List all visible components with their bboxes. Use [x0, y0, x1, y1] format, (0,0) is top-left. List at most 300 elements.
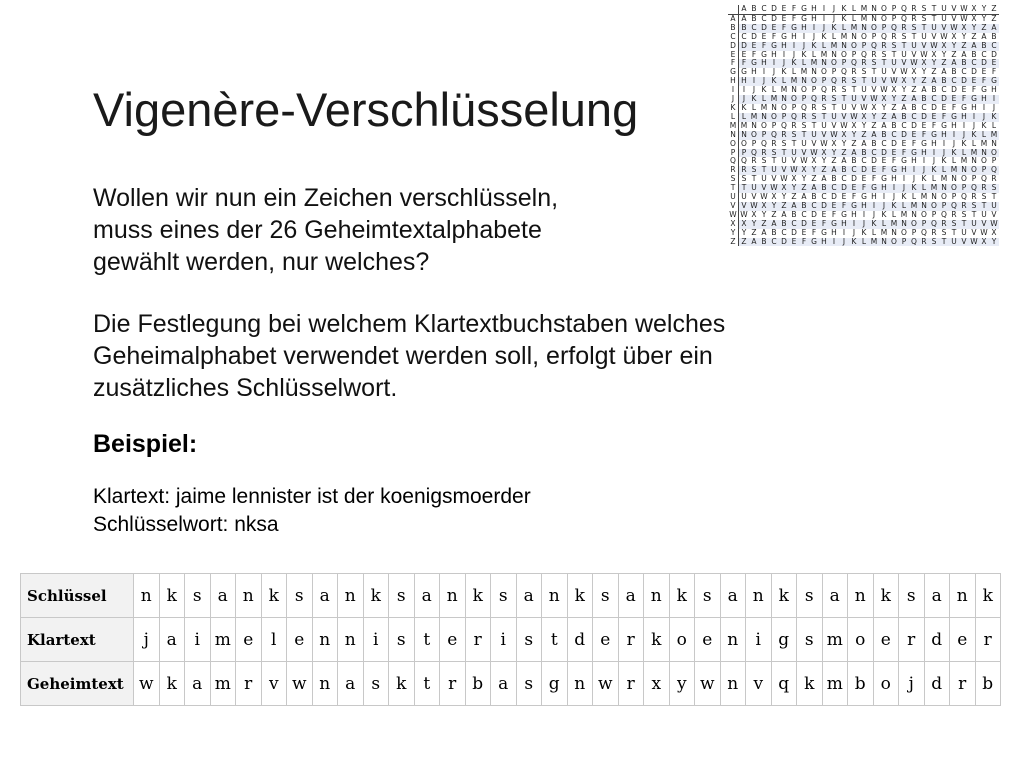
example-cell: k: [363, 574, 389, 618]
example-cell: s: [695, 574, 721, 618]
vigenere-cell: F: [759, 42, 769, 51]
vigenere-cell: U: [801, 138, 807, 148]
vigenere-cell: X: [759, 202, 769, 211]
vigenere-cell: J: [819, 24, 829, 33]
vigenere-cell: D: [979, 59, 989, 68]
vigenere-cell: N: [859, 24, 869, 33]
vigenere-header-cell: A: [739, 5, 750, 14]
vigenere-cell: M: [940, 174, 948, 184]
vigenere-cell: E: [829, 202, 839, 211]
vigenere-cell: Z: [899, 95, 909, 104]
vigenere-cell: I: [742, 85, 746, 95]
example-cell: n: [338, 618, 364, 662]
vigenere-cell: Y: [809, 166, 819, 175]
vigenere-cell: K: [921, 174, 927, 184]
vigenere-cell: Q: [821, 85, 827, 95]
vigenere-cell: P: [939, 202, 949, 211]
vigenere-header-cell: B: [749, 5, 759, 14]
vigenere-cell: T: [739, 184, 750, 193]
vigenere-cell: I: [822, 13, 826, 23]
vigenere-header-cell: F: [789, 5, 799, 14]
vigenere-cell: V: [791, 156, 797, 166]
vigenere-cell: I: [769, 59, 779, 68]
vigenere-cell: D: [891, 138, 897, 148]
vigenere-cell: T: [799, 131, 809, 140]
vigenere-row: [728, 238, 999, 247]
vigenere-cell: H: [951, 120, 957, 130]
example-cell: k: [873, 574, 899, 618]
example-cell: a: [338, 662, 364, 706]
vigenere-cell: O: [869, 24, 879, 33]
vigenere-cell: Y: [841, 138, 847, 148]
vigenere-cell: S: [869, 59, 879, 68]
vigenere-header-cell: N: [869, 5, 879, 14]
vigenere-cell: E: [961, 85, 967, 95]
example-cell: n: [134, 574, 160, 618]
example-cell: d: [924, 662, 950, 706]
vigenere-cell: I: [782, 49, 786, 59]
vigenere-cell: B: [759, 238, 769, 247]
vigenere-cell: V: [751, 192, 757, 202]
example-cell: o: [669, 618, 695, 662]
vigenere-cell: B: [779, 220, 789, 229]
vigenere-cell: H: [891, 174, 897, 184]
vigenere-cell: E: [901, 138, 907, 148]
vigenere-cell: Y: [949, 42, 959, 51]
vigenere-cell: F: [971, 85, 977, 95]
example-cell: m: [210, 662, 236, 706]
vigenere-cell: Y: [969, 24, 979, 33]
vigenere-cell: P: [879, 24, 889, 33]
vigenere-cell: J: [872, 209, 876, 219]
vigenere-cell: D: [851, 174, 857, 184]
vigenere-cell: Y: [989, 238, 999, 247]
vigenere-cell: W: [780, 174, 788, 184]
vigenere-cell: S: [921, 13, 927, 23]
example-cell: v: [746, 662, 772, 706]
vigenere-cell: E: [949, 95, 959, 104]
vigenere-cell: Z: [959, 42, 969, 51]
vigenere-cell: Q: [949, 202, 959, 211]
example-cell: i: [491, 618, 517, 662]
vigenere-cell: J: [859, 220, 869, 229]
vigenere-cell: P: [991, 156, 997, 166]
vigenere-cell: G: [901, 156, 907, 166]
vigenere-cell: S: [981, 192, 987, 202]
vigenere-cell: G: [809, 238, 819, 247]
example-cell: w: [287, 662, 313, 706]
vigenere-cell: Y: [901, 85, 907, 95]
vigenere-header-cell: Z: [989, 5, 999, 14]
vigenere-cell: A: [741, 13, 747, 23]
vigenere-cell: S: [829, 95, 839, 104]
vigenere-cell: L: [979, 131, 989, 140]
vigenere-row-label: A: [728, 14, 739, 23]
vigenere-cell: G: [829, 220, 839, 229]
vigenere-cell: R: [759, 149, 769, 158]
vigenere-cell: Q: [741, 156, 747, 166]
vigenere-cell: Z: [791, 192, 797, 202]
vigenere-cell: H: [779, 42, 789, 51]
vigenere-cell: T: [791, 138, 797, 148]
vigenere-row-label: Y: [728, 229, 739, 238]
vigenere-cell: D: [879, 149, 889, 158]
example-cell: n: [720, 662, 746, 706]
vigenere-cell: X: [839, 131, 849, 140]
vigenere-cell: A: [781, 209, 787, 219]
example-cell: m: [822, 662, 848, 706]
vigenere-cell: F: [959, 95, 969, 104]
vigenere-cell: B: [771, 227, 777, 237]
vigenere-cell: N: [879, 238, 889, 247]
vigenere-cell: U: [889, 59, 899, 68]
vigenere-cell: X: [911, 67, 917, 77]
vigenere-cell: L: [939, 166, 949, 175]
vigenere-cell: K: [749, 95, 759, 104]
vigenere-cell: C: [749, 24, 759, 33]
vigenere-cell: C: [789, 220, 799, 229]
vigenere-cell: J: [912, 174, 916, 184]
vigenere-cell: K: [981, 120, 987, 130]
vigenere-cell: S: [889, 42, 899, 51]
vigenere-row-label: M: [728, 122, 739, 131]
vigenere-cell: S: [809, 113, 819, 122]
vigenere-cell: K: [809, 42, 819, 51]
example-row: [21, 662, 1001, 706]
vigenere-cell: I: [802, 31, 806, 41]
vigenere-cell: C: [829, 184, 839, 193]
vigenere-cell: S: [761, 156, 767, 166]
vigenere-cell: R: [811, 102, 817, 112]
vigenere-cell: L: [991, 120, 997, 130]
vigenere-cell: G: [981, 85, 987, 95]
vigenere-cell: L: [911, 192, 917, 202]
vigenere-cell: C: [909, 113, 919, 122]
vigenere-cell: N: [911, 209, 917, 219]
vigenere-cell: E: [741, 49, 747, 59]
vigenere-cell: U: [969, 220, 979, 229]
vigenere-cell: E: [749, 42, 759, 51]
vigenere-cell: Z: [799, 184, 809, 193]
vigenere-cell: F: [851, 192, 857, 202]
vigenere-cell: K: [881, 209, 887, 219]
example-cell: l: [261, 618, 287, 662]
example-cell: k: [567, 574, 593, 618]
example-cell: s: [797, 618, 823, 662]
vigenere-cell: X: [879, 95, 889, 104]
vigenere-cell: Y: [761, 209, 767, 219]
example-cell: x: [644, 662, 670, 706]
vigenere-cell: I: [789, 42, 799, 51]
vigenere-cell: F: [779, 24, 789, 33]
vigenere-cell: I: [849, 220, 859, 229]
vigenere-cell: A: [901, 102, 907, 112]
vigenere-cell: T: [959, 220, 969, 229]
example-cell: m: [822, 618, 848, 662]
example-cell: n: [312, 662, 338, 706]
example-cell: w: [134, 662, 160, 706]
example-cell: r: [236, 662, 262, 706]
vigenere-cell: R: [939, 220, 949, 229]
vigenere-cell: P: [851, 49, 857, 59]
vigenere-cell: U: [941, 13, 947, 23]
vigenere-cell: Y: [749, 220, 759, 229]
example-cell: n: [542, 574, 568, 618]
example-cell: a: [516, 574, 542, 618]
vigenere-cell: U: [829, 113, 839, 122]
vigenere-cell: D: [739, 42, 750, 51]
vigenere-cell: J: [879, 202, 889, 211]
vigenere-cell: Y: [849, 131, 859, 140]
vigenere-cell: A: [749, 238, 759, 247]
vigenere-cell: O: [809, 77, 819, 86]
vigenere-cell: T: [751, 174, 757, 184]
vigenere-cell: H: [931, 138, 937, 148]
vigenere-cell: V: [811, 138, 817, 148]
vigenere-cell: B: [859, 149, 869, 158]
slide-title: Vigenère-Verschlüsselung: [93, 83, 639, 136]
vigenere-header-cell: Q: [899, 5, 909, 14]
example-heading: Beispiel:: [93, 430, 198, 458]
vigenere-cell: O: [829, 59, 839, 68]
vigenere-cell: Y: [801, 174, 807, 184]
example-cell: k: [771, 574, 797, 618]
vigenere-cell: B: [911, 102, 917, 112]
vigenere-cell: W: [830, 129, 838, 139]
vigenere-cell: V: [971, 227, 977, 237]
vigenere-cell: F: [939, 113, 949, 122]
vigenere-cell: M: [860, 13, 868, 23]
vigenere-cell: E: [889, 149, 899, 158]
vigenere-cell: O: [889, 238, 899, 247]
vigenere-cell: F: [751, 49, 757, 59]
vigenere-cell: A: [889, 113, 899, 122]
vigenere-cell: N: [779, 95, 789, 104]
vigenere-cell: N: [939, 184, 949, 193]
vigenere-cell: R: [839, 77, 849, 86]
vigenere-cell: I: [842, 227, 846, 237]
vigenere-cell: K: [909, 184, 919, 193]
vigenere-cell: Y: [889, 95, 899, 104]
vigenere-cell: M: [780, 85, 788, 95]
vigenere-cell: X: [939, 42, 949, 51]
vigenere-cell: B: [919, 95, 929, 104]
vigenere-cell: A: [949, 59, 959, 68]
vigenere-cell: G: [781, 31, 787, 41]
vigenere-cell: R: [931, 227, 937, 237]
vigenere-cell: I: [982, 102, 986, 112]
vigenere-cell: O: [881, 13, 887, 23]
vigenere-cell: I: [829, 238, 839, 247]
example-row: [21, 574, 1001, 618]
vigenere-cell: V: [839, 113, 849, 122]
vigenere-cell: M: [870, 236, 878, 246]
vigenere-cell: Q: [781, 120, 787, 130]
vigenere-cell: J: [899, 184, 909, 193]
vigenere-cell: Z: [891, 102, 897, 112]
vigenere-cell: H: [871, 192, 877, 202]
example-cell: a: [618, 574, 644, 618]
vigenere-cell: C: [801, 209, 807, 219]
example-cell: a: [210, 574, 236, 618]
vigenere-cell: F: [979, 77, 989, 86]
vigenere-cell: X: [979, 238, 989, 247]
vigenere-cell: N: [951, 174, 957, 184]
vigenere-cell: B: [819, 184, 829, 193]
example-cell: m: [210, 618, 236, 662]
vigenere-cell: N: [799, 77, 809, 86]
text-line: Wollen wir nun ein Zeichen verschlüsseln,: [93, 184, 559, 212]
vigenere-cell: C: [961, 67, 967, 77]
vigenere-cell: C: [881, 138, 887, 148]
vigenere-cell: Q: [981, 174, 987, 184]
vigenere-cell: Z: [939, 59, 949, 68]
vigenere-cell: J: [832, 13, 836, 23]
vigenere-cell: S: [749, 166, 759, 175]
vigenere-cell: D: [799, 220, 809, 229]
vigenere-cell: E: [869, 166, 879, 175]
vigenere-header-cell: G: [799, 5, 809, 14]
vigenere-header-cell: K: [839, 5, 849, 14]
vigenere-cell: W: [970, 236, 978, 246]
example-cell: n: [338, 574, 364, 618]
vigenere-cell: R: [891, 31, 897, 41]
vigenere-cell: Z: [771, 209, 777, 219]
vigenere-row-label: X: [728, 220, 739, 229]
vigenere-square: [728, 5, 999, 246]
vigenere-cell: M: [800, 67, 808, 77]
vigenere-cell: W: [860, 102, 868, 112]
vigenere-header-cell: M: [860, 4, 868, 13]
vigenere-cell: H: [919, 149, 929, 158]
vigenere-cell: U: [929, 24, 939, 33]
vigenere-cell: I: [909, 166, 919, 175]
vigenere-cell: H: [939, 131, 949, 140]
vigenere-cell: I: [749, 77, 759, 86]
vigenere-cell: E: [921, 120, 927, 130]
vigenere-header-cell: R: [909, 5, 919, 14]
example-cell: a: [924, 574, 950, 618]
vigenere-cell: U: [749, 184, 759, 193]
vigenere-cell: D: [951, 85, 957, 95]
vigenere-cell: O: [781, 102, 787, 112]
vigenere-cell: V: [859, 95, 869, 104]
vigenere-cell: X: [871, 102, 877, 112]
vigenere-cell: R: [971, 192, 977, 202]
vigenere-cell: N: [819, 59, 829, 68]
example-cell: s: [389, 574, 415, 618]
vigenere-cell: V: [739, 202, 750, 211]
example-cell: a: [720, 574, 746, 618]
vigenere-cell: T: [851, 85, 857, 95]
vigenere-cell: E: [769, 24, 779, 33]
vigenere-cell: R: [859, 59, 869, 68]
vigenere-cell: J: [979, 113, 989, 122]
example-cell: s: [593, 574, 619, 618]
example-cell: s: [516, 662, 542, 706]
vigenere-cell: H: [831, 227, 837, 237]
vigenere-cell: L: [739, 113, 750, 122]
vigenere-cell: H: [771, 49, 777, 59]
vigenere-cell: K: [781, 67, 787, 77]
vigenere-cell: N: [871, 13, 877, 23]
vigenere-cell: M: [960, 156, 968, 166]
example-cell: g: [542, 662, 568, 706]
vigenere-cell: J: [772, 67, 776, 77]
vigenere-cell: N: [971, 156, 977, 166]
vigenere-cell: N: [899, 220, 909, 229]
vigenere-cell: O: [901, 227, 907, 237]
vigenere-cell: H: [739, 77, 750, 86]
vigenere-cell: V: [939, 24, 949, 33]
vigenere-cell: N: [931, 192, 937, 202]
example-cell: o: [873, 662, 899, 706]
vigenere-cell: K: [889, 202, 899, 211]
example-cell: n: [950, 574, 976, 618]
example-cell: s: [287, 574, 313, 618]
vigenere-cell: R: [991, 174, 997, 184]
vigenere-cell: T: [859, 77, 869, 86]
example-cell: r: [899, 618, 925, 662]
vigenere-cell: U: [781, 156, 787, 166]
vigenere-cell: E: [781, 13, 787, 23]
vigenere-cell: V: [899, 59, 909, 68]
vigenere-cell: W: [920, 49, 928, 59]
vigenere-cell: F: [859, 184, 869, 193]
vigenere-cell: K: [969, 131, 979, 140]
vigenere-cell: R: [819, 95, 829, 104]
vigenere-cell: Z: [739, 238, 750, 247]
vigenere-cell: F: [931, 120, 937, 130]
vigenere-cell: J: [939, 149, 949, 158]
vigenere-cell: Z: [779, 202, 789, 211]
vigenere-cell: N: [759, 113, 769, 122]
vigenere-row-label: L: [728, 113, 739, 122]
vigenere-cell: S: [821, 102, 827, 112]
vigenere-cell: D: [771, 13, 777, 23]
vigenere-cell: X: [859, 113, 869, 122]
vigenere-cell: O: [789, 95, 799, 104]
vigenere-cell: R: [959, 202, 969, 211]
vigenere-cell: N: [751, 120, 757, 130]
vigenere-cell: P: [739, 149, 750, 158]
example-cell: r: [975, 618, 1001, 662]
vigenere-cell: N: [851, 31, 857, 41]
vigenere-cell: Y: [789, 184, 799, 193]
vigenere-cell: U: [881, 67, 887, 77]
vigenere-row-label: D: [728, 42, 739, 51]
vigenere-cell: X: [971, 13, 977, 23]
vigenere-cell: Q: [769, 131, 779, 140]
vigenere-cell: T: [771, 156, 777, 166]
vigenere-cell: I: [922, 156, 926, 166]
vigenere-cell: C: [981, 49, 987, 59]
vigenere-cell: P: [839, 59, 849, 68]
vigenere-cell: B: [739, 24, 750, 33]
vigenere-cell: F: [911, 138, 917, 148]
vigenere-cell: Z: [951, 49, 957, 59]
vigenere-cell: K: [861, 227, 867, 237]
example-cell: k: [975, 574, 1001, 618]
vigenere-cell: W: [890, 76, 898, 86]
vigenere-cell: B: [791, 209, 797, 219]
vigenere-cell: I: [949, 131, 959, 140]
vigenere-cell: D: [919, 113, 929, 122]
vigenere-cell: D: [959, 77, 969, 86]
example-cell: a: [312, 574, 338, 618]
vigenere-cell: P: [819, 77, 829, 86]
vigenere-cell: Y: [741, 227, 747, 237]
